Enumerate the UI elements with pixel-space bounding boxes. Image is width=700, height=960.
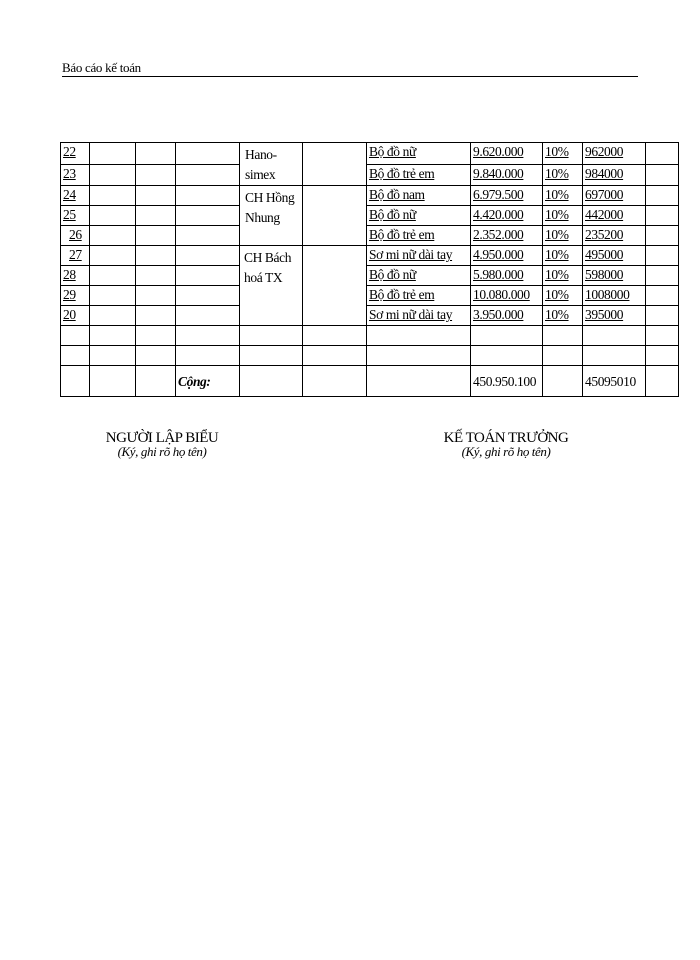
product-name: Bộ đồ trẻ em [367, 286, 471, 306]
table-row [61, 286, 679, 306]
product-name: Bộ đồ nam [367, 186, 471, 206]
tax-rate: 10% [543, 266, 583, 286]
amount: 6.979.500 [471, 186, 543, 206]
table-row [61, 246, 679, 266]
tax-amount: 598000 [583, 266, 646, 286]
table-row [61, 206, 679, 226]
tax-amount: 442000 [583, 206, 646, 226]
tax-rate: 10% [543, 286, 583, 306]
table-row [61, 226, 679, 246]
product-name: Bộ đồ trẻ em [367, 226, 471, 246]
accountant-note: (Ký, ghi rõ họ tên) [461, 444, 551, 459]
amount: 9.840.000 [471, 164, 543, 186]
sales-tax-table [60, 142, 679, 397]
product-name: Bộ đồ trẻ em [367, 164, 471, 186]
row-number: 27 [61, 246, 90, 266]
header-rule [62, 76, 638, 77]
tax-amount: 235200 [583, 226, 646, 246]
accountant-role: KẾ TOÁN TRƯỞNG [443, 430, 569, 446]
tax-rate: 10% [543, 143, 583, 165]
tax-rate: 10% [543, 246, 583, 266]
amount: 3.950.000 [471, 306, 543, 326]
amount: 5.980.000 [471, 266, 543, 286]
tax-amount: 495000 [583, 246, 646, 266]
total-label: Cộng: [176, 366, 240, 397]
tax-amount: 697000 [583, 186, 646, 206]
amount: 4.420.000 [471, 206, 543, 226]
table-row [61, 164, 679, 186]
tax-amount: 1008000 [583, 286, 646, 306]
accountant-signature-block [436, 430, 576, 460]
row-number: 26 [61, 226, 90, 246]
tax-amount: 984000 [583, 164, 646, 186]
table-row-blank [61, 346, 679, 366]
product-name: Sơ mi nữ dài tay [367, 246, 471, 266]
row-number: 23 [61, 164, 90, 186]
amount: 2.352.000 [471, 226, 543, 246]
total-tax: 45095010 [583, 366, 646, 397]
store-name: CH Bách hoá TX [240, 246, 303, 326]
total-amount: 450.950.100 [471, 366, 543, 397]
preparer-role: NGƯỜI LẬP BIỂU [105, 430, 219, 446]
amount: 10.080.000 [471, 286, 543, 306]
product-name: Bộ đồ nữ [367, 206, 471, 226]
row-number: 20 [61, 306, 90, 326]
table-row [61, 143, 679, 165]
amount: 9.620.000 [471, 143, 543, 165]
preparer-note: (Ký, ghi rõ họ tên) [117, 444, 207, 459]
product-name: Sơ mi nữ dài tay [367, 306, 471, 326]
row-number: 24 [61, 186, 90, 206]
product-name: Bộ đồ nữ [367, 143, 471, 165]
product-name: Bộ đồ nữ [367, 266, 471, 286]
table-row-blank [61, 326, 679, 346]
tax-amount: 962000 [583, 143, 646, 165]
tax-amount: 395000 [583, 306, 646, 326]
tax-rate: 10% [543, 306, 583, 326]
amount: 4.950.000 [471, 246, 543, 266]
table-row [61, 266, 679, 286]
tax-rate: 10% [543, 206, 583, 226]
row-number: 22 [61, 143, 90, 165]
report-header-title: Báo cáo kế toán [62, 60, 141, 75]
row-number: 28 [61, 266, 90, 286]
row-number: 25 [61, 206, 90, 226]
table-row [61, 186, 679, 206]
tax-rate: 10% [543, 226, 583, 246]
tax-rate: 10% [543, 186, 583, 206]
preparer-signature-block [92, 430, 232, 460]
row-number: 29 [61, 286, 90, 306]
store-name: CH Hồng Nhung [240, 186, 303, 246]
store-name: Hano-simex [240, 143, 303, 186]
table-row [61, 306, 679, 326]
tax-rate: 10% [543, 164, 583, 186]
total-row [61, 366, 679, 397]
